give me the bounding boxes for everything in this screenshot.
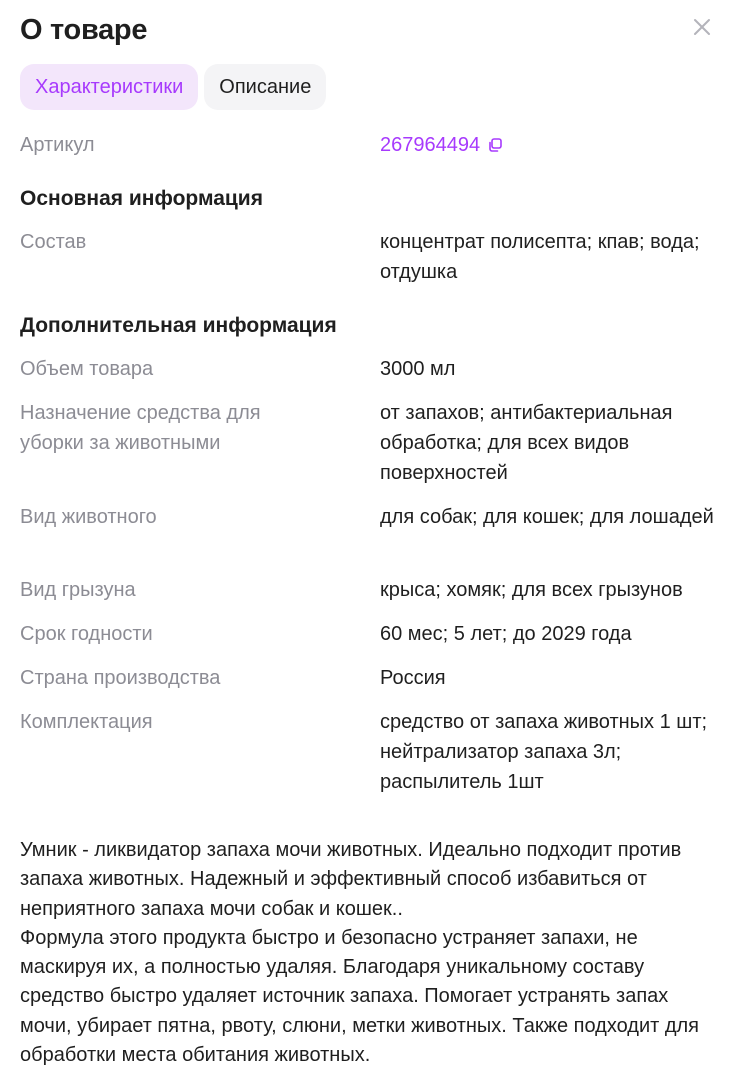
property-label: Состав <box>20 231 87 253</box>
article-number: 267964494 <box>380 134 481 156</box>
property-value: крыса; хомяк; для всех грызунов <box>380 579 683 601</box>
property-value: для собак; для кошек; для лошадей <box>380 506 714 528</box>
page-title: О товаре <box>20 14 148 46</box>
property-label: Страна производства <box>20 667 221 689</box>
tab-bar <box>20 64 326 110</box>
tab-characteristics[interactable]: Характеристики <box>20 64 198 110</box>
tab-description[interactable]: Описание <box>204 64 326 110</box>
property-value: 60 мес; 5 лет; до 2029 года <box>380 623 632 645</box>
article-copy-button[interactable] <box>380 130 504 160</box>
property-value <box>380 130 720 160</box>
section-title-main: Основная информация <box>20 187 263 210</box>
description-paragraph: Умник - ликвидатор запаха мочи животных. Идеально подходит против запаха животных. Надежный и эффективный способ избавиться от неприятного запаха мочи собак и кошек.. <box>20 839 682 920</box>
property-label: Назначение средства для уборки за животными <box>20 402 261 454</box>
property-label: Комплектация <box>20 711 153 733</box>
close-button[interactable] <box>688 13 716 41</box>
property-label: Срок годности <box>20 623 153 645</box>
property-value: Россия <box>380 667 446 689</box>
product-description <box>20 836 720 1070</box>
property-label: Вид животного <box>20 506 157 528</box>
property-value: концентрат полисепта; кпав; вода; отдушка <box>380 231 700 283</box>
copy-icon <box>486 136 504 154</box>
property-value: средство от запаха животных 1 шт; нейтрализатор запаха 3л; распылитель 1шт <box>380 711 708 793</box>
property-value: от запахов; антибактериальная обработка; для всех видов поверхностей <box>380 402 673 484</box>
close-icon <box>688 13 716 41</box>
property-label: Вид грызуна <box>20 579 136 601</box>
section-title-extra: Дополнительная информация <box>20 314 337 337</box>
property-value: 3000 мл <box>380 358 456 380</box>
property-label: Артикул <box>20 134 95 156</box>
description-paragraph: Формула этого продукта быстро и безопасно устраняет запахи, не маскируя их, а полностью удаляя. Благодаря уникальному составу средство быстро удаляет источник запаха. Помогает устранять запах мочи, убирает пятна, рвоту, слюни, метки животных. Также подходит для обработки места обитания животных. <box>20 926 700 1067</box>
property-label: Объем товара <box>20 358 154 380</box>
